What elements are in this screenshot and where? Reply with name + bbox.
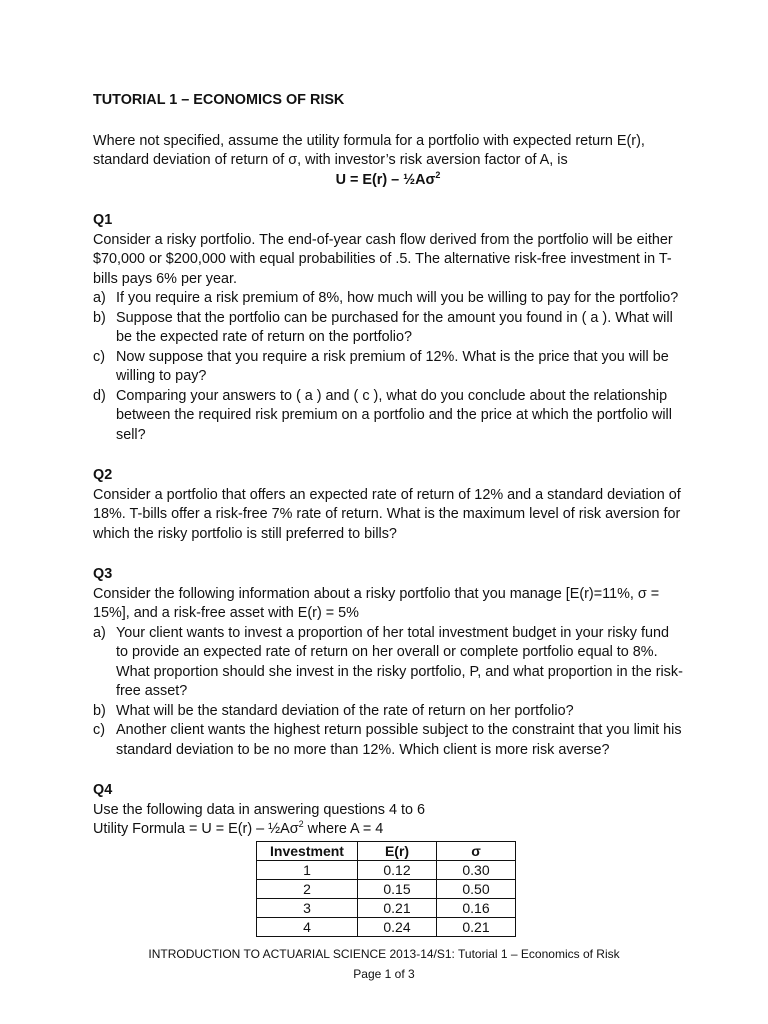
q3-item-c <box>93 721 683 760</box>
table-row <box>257 860 516 879</box>
q3-item-label: a) <box>93 624 106 641</box>
q1-item-label: d) <box>93 387 106 404</box>
q4-heading: Q4 <box>93 782 113 798</box>
q3-item-label: b) <box>93 702 106 719</box>
q3-item-a <box>93 624 683 702</box>
footer-course-title: INTRODUCTION TO ACTUARIAL SCIENCE 2013-14/S1: Tutorial 1 – Economics of Risk <box>148 947 620 961</box>
q1-item-text: If you require a risk premium of 8%, how much will you be willing to pay for the portfolio? <box>116 290 679 306</box>
q4-utility-formula <box>93 820 683 840</box>
q3-heading: Q3 <box>93 566 113 582</box>
table-cell: 0.50 <box>437 879 516 898</box>
table-row <box>257 898 516 917</box>
document-title: TUTORIAL 1 – ECONOMICS OF RISK <box>93 92 345 108</box>
q1-item-a <box>93 289 683 309</box>
table-cell: 0.24 <box>358 917 437 936</box>
q1-item-text: Now suppose that you require a risk premium of 12%. What is the price that you will be willing to pay? <box>116 348 669 384</box>
q2-heading: Q2 <box>93 467 113 483</box>
table-row <box>257 879 516 898</box>
table-cell: 1 <box>257 860 358 879</box>
utility-formula-exponent: 2 <box>435 169 441 180</box>
table-row <box>257 917 516 936</box>
q1-item-label: a) <box>93 290 106 306</box>
intro-line-1: Where not specified, assume the utility formula for a portfolio with expected return E(r), <box>93 132 645 149</box>
q4-line-1: Use the following data in answering questions 4 to 6 <box>93 801 425 818</box>
q4-formula-text: Utility Formula = U = E(r) – ½Aσ <box>93 821 299 837</box>
q3-item-b <box>93 702 683 722</box>
investment-table <box>256 841 516 937</box>
footer-page-number: Page 1 of 3 <box>353 967 415 981</box>
q3-item-text: What will be the standard deviation of the rate of return on her portfolio? <box>116 702 574 719</box>
table-cell: 0.12 <box>358 860 437 879</box>
q1-text: Consider a risky portfolio. The end-of-year cash flow derived from the portfolio will be either $70,000 or $200,000 with equal probabilities of .5. The alternative risk-free investment in T-bills pays 6% per year. <box>93 231 673 287</box>
table-header-cell: σ <box>437 841 516 860</box>
table-header-row <box>257 841 516 860</box>
utility-formula-text: U = E(r) – ½Aσ <box>335 171 436 188</box>
q1-item-text: Comparing your answers to ( a ) and ( c ), what do you conclude about the relationship between the required risk premium on a portfolio and the price at which the portfolio will sell? <box>116 387 672 443</box>
q1-item-b <box>93 309 683 348</box>
intro-line-2: standard deviation of return of σ, with investor’s risk aversion factor of A, is <box>93 152 568 168</box>
q3-item-text: Your client wants to invest a proportion of her total investment budget in your risky fund to provide an expected rate of return on her overall or complete portfolio equal to 8%. What proportion should she invest in the risky portfolio, P, and what proportion in the risk-free asset? <box>116 624 683 699</box>
table-cell: 3 <box>257 898 358 917</box>
q1-heading: Q1 <box>93 212 113 228</box>
q4-formula-suffix: where A = 4 <box>303 821 384 837</box>
q1-item-text: Suppose that the portfolio can be purchased for the amount you found in ( a ). What will be the expected rate of return on the portfolio? <box>116 309 673 345</box>
table-header-cell: E(r) <box>358 841 437 860</box>
table-cell: 0.21 <box>358 898 437 917</box>
q1-item-d <box>93 387 683 446</box>
q4-formula-exponent: 2 <box>298 819 304 829</box>
q3-item-label: c) <box>93 722 105 738</box>
q1-item-c <box>93 348 683 387</box>
q3-item-text: Another client wants the highest return possible subject to the constraint that you limit his standard deviation to be no more than 12%. Which client is more risk averse? <box>116 722 682 758</box>
q1-item-label: b) <box>93 309 106 326</box>
table-cell: 0.21 <box>437 917 516 936</box>
table-cell: 2 <box>257 879 358 898</box>
table-cell: 4 <box>257 917 358 936</box>
q1-item-label: c) <box>93 348 105 365</box>
document-body <box>93 91 683 937</box>
table-header-cell: Investment <box>257 841 358 860</box>
utility-formula <box>93 171 683 191</box>
table-cell: 0.30 <box>437 860 516 879</box>
table-cell: 0.16 <box>437 898 516 917</box>
q3-text: Consider the following information about a risky portfolio that you manage [E(r)=11%, σ = 15%], and a risk-free asset with E(r) = 5% <box>93 585 660 621</box>
table-cell: 0.15 <box>358 879 437 898</box>
q2-text: Consider a portfolio that offers an expected rate of return of 12% and a standard deviation of 18%. T-bills offer a risk-free 7% rate of return. What is the maximum level of risk aversion for which the risky portfolio is still preferred to bills? <box>93 486 681 542</box>
